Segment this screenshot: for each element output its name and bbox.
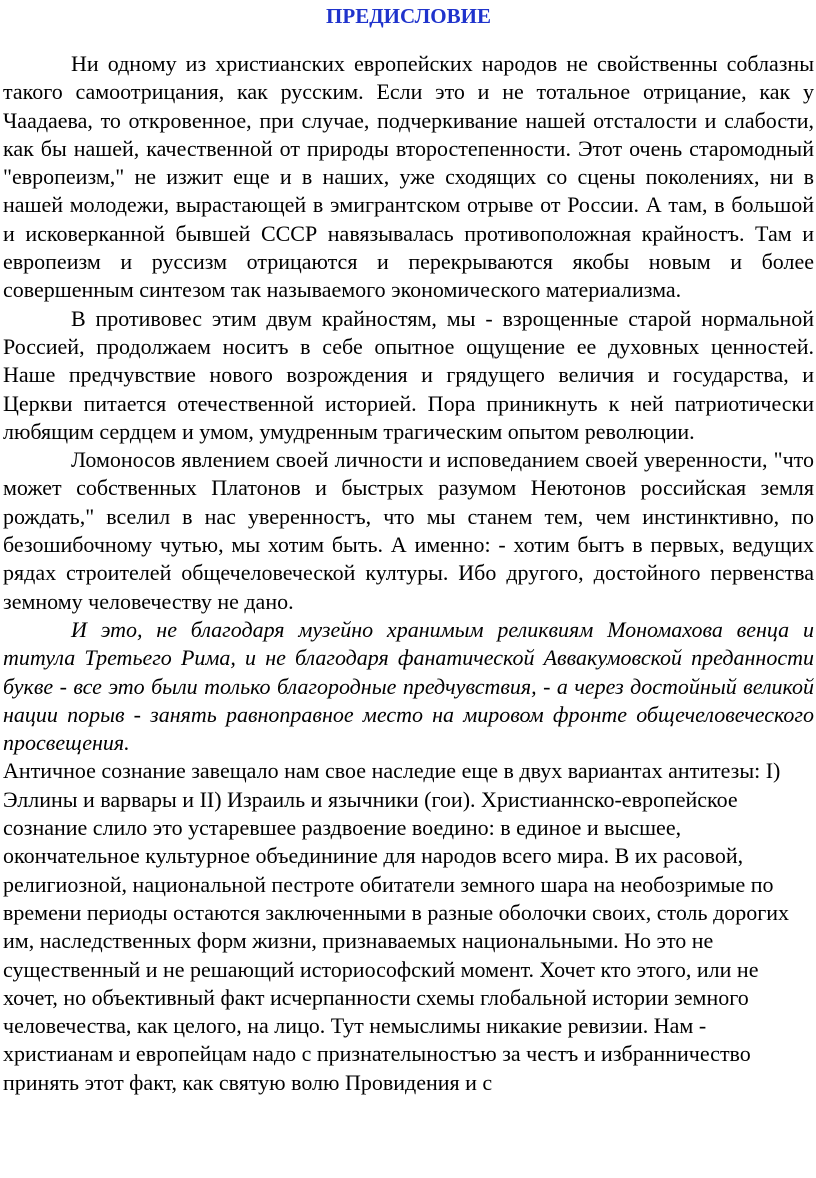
paragraph-3: Ломоносов явлением своей личности и исповеданием своей уверенности, "что может собственных Платонов и быстрых разумом Неютонов российская земля рождать," вселил в нас уверенностъ, что мы станем тем, чем инстинктивно, по безошибочному чутью, мы хотим быть. А именно: - хотим бытъ в первых, ведущих рядах строителей общечеловеческой културы. Ибо другого, достойного первенства земному человечеству не дано.: [3, 447, 814, 614]
paragraph-5: Античное сознание завещало нам свое наследие еще в двух вариантах антитезы: I) Эллины и варвары и II) Израиль и язычники (гои). Христианнско-европейское сознание слило это устаревшее раздвоение воедино: в единое и высшее, окончательное культурное объедининие для народов всего мира. В их расовой, религиозной, национальной пестроте обитатели земного шара на необозримые по времени периоды остаются заключенными в разные оболочки своих, столь дорогих им, наследственных форм жизни, признаваемых национальными. Но это не существенный и не решающий историософский момент. Хочет кто этого, или не хочет, но объективный факт исчерпанности схемы глобальной истории земного человечества, как целого, на лицо. Тут немыслимы никакие ревизии. Нам - христианам и европейцам надо с признателыностъю за честъ и избранничество принять этот факт, как святую волю Провидения и с: [3, 758, 790, 1095]
paragraph-4-italic: И это, не благодаря музейно хранимым реликвиям Мономахова венца и титула Третьего Рима, и не благодаря фанатической Аввакумовской преданности букве - все это были только благородные предчувствия, - а через достойный великой нации порыв - занять равноправное место на мировом фронте общечеловеческого просвещения.: [3, 616, 814, 756]
paragraph-1: Ни одному из христианских европейских народов не свойственны соблазны такого самоотрицания, как русским. Если это и не тотальное отрицание, как у Чаадаева, то откровенное, при случае, подчеркивание нашей отсталости и слабости, как бы нашей, качественной от природы второстепенности. Этот очень старомодный "европеизм," не изжит еще и в наших, уже сходящих со сцены поколениях, ни в нашей молодежи, вырастающей в эмигрантском отрыве от России. А там, в большой и исковерканной бывшей СССР навязывалась противоположная крайностъ. Там и европеизм и руссизм отрицаются и перекрываются якобы новым и более совершенным синтезом так называемого экономического материализма.: [3, 51, 814, 303]
page-title: ПРЕДИСЛОВИЕ: [326, 4, 491, 28]
paragraph-2: В противовес этим двум крайностям, мы - взрощенные старой нормальной Россией, продолжаем носитъ в себе опытное ощущение ее духовных ценностей. Наше предчувствие нового возрождения и грядущего величия и государства, и Церкви питается отечественной историей. Пора приникнуть к ней патриотически любящим сердцем и умом, умудренным трагическим опытом революции.: [3, 305, 814, 444]
